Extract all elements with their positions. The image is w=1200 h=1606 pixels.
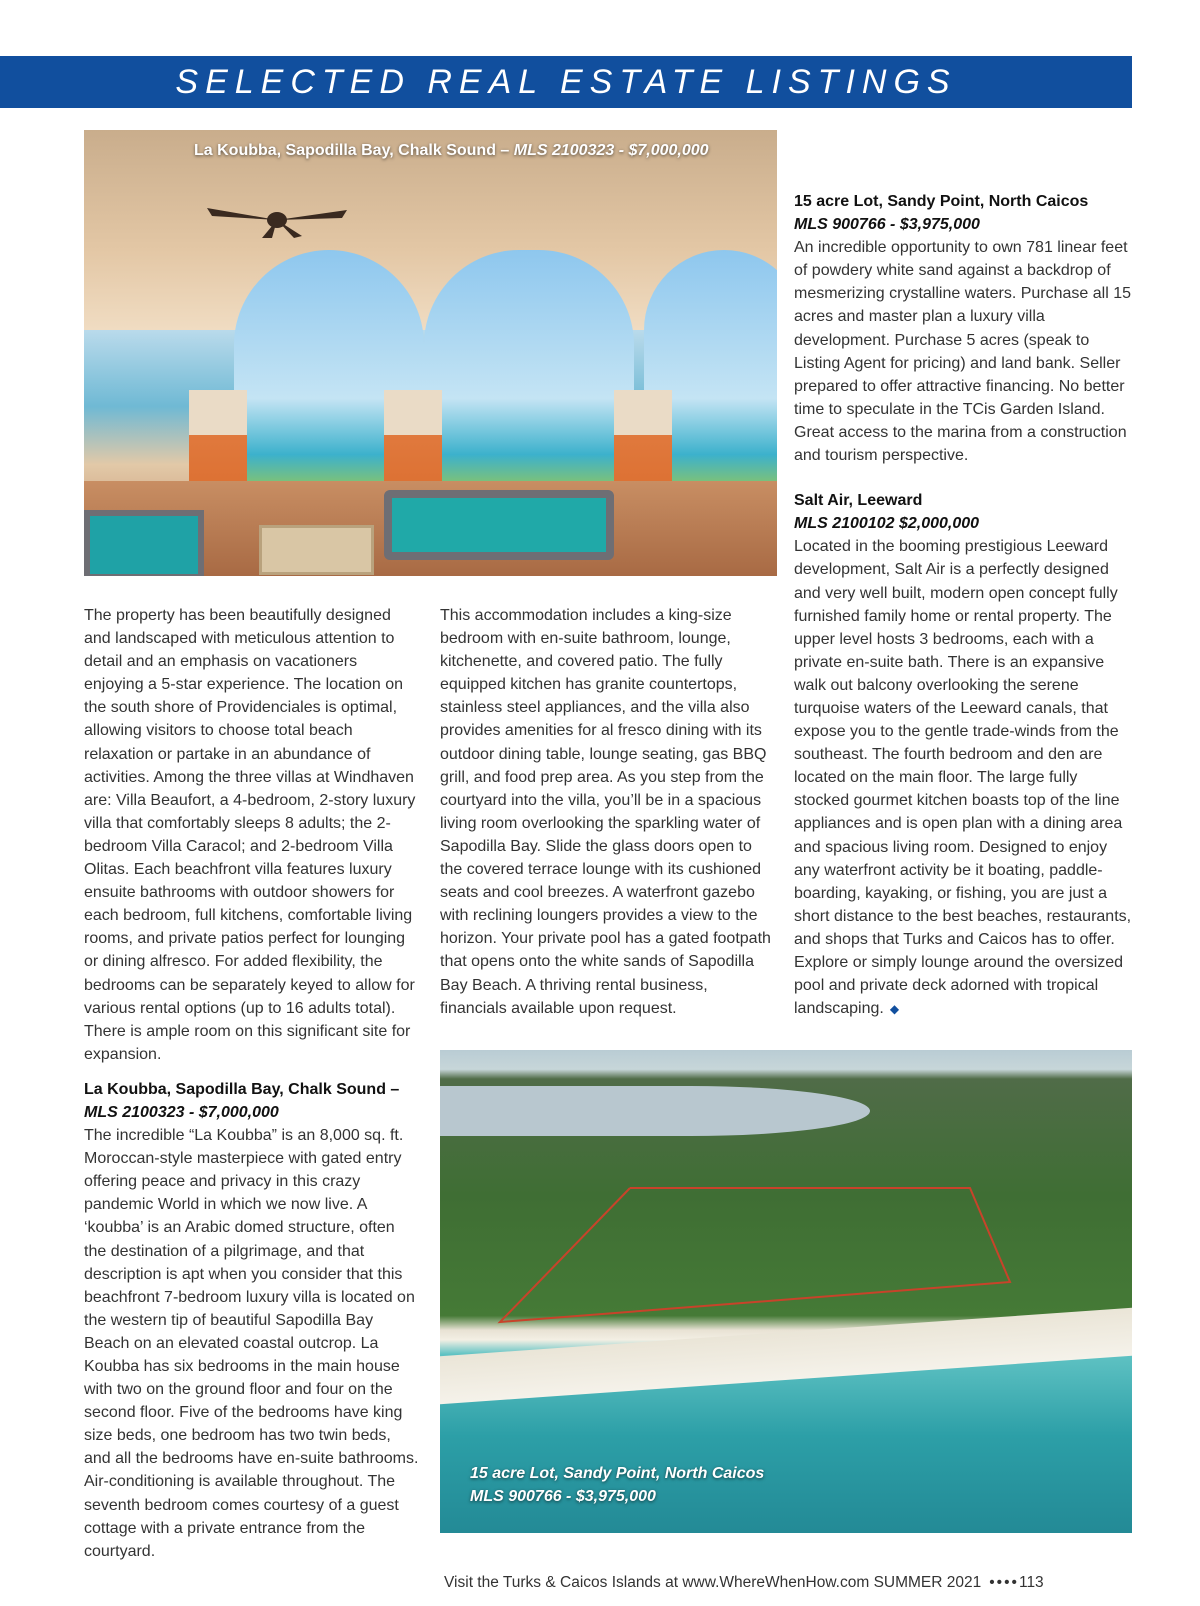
caption-title: La Koubba, Sapodilla Bay, Chalk Sound	[194, 142, 496, 159]
caption-price: MLS 900766 - $3,975,000	[470, 1488, 656, 1505]
listing-body: An incredible opportunity to own 781 linear feet of powdery white sand against a backdrop of mesmerizing crystalline waters. Purchase all 15 acres and master plan a luxury villa development. Purchase 5 acres (speak to Listing Agent for pricing) and land bank. Seller prepared to offer attractive financing. No better time to speculate in the TCis Garden Island. Great access to the marina from a construction and tourism perspective.	[794, 239, 1132, 465]
body-paragraph: This accommodation includes a king-size bedroom with en-suite bathroom, lounge, kitchenette, and covered patio. The fully equipped kitchen has granite countertops, stainless steel appliances, and the villa also provides amenities for al fresco dining with its outdoor dining table, lounge seating, gas BBQ grill, and food prep area. As you step from the courtyard into the villa, you’ll be in a spacious living room overlooking the sparkling water of Sapodilla Bay. Slide the glass doors open to the covered terrace lounge with its cushioned seats and cool breezes. A waterfront gazebo with reclining loungers provides a view to the horizon. Your private pool has a gated footpath that opens onto the white sands of Sapodilla Bay Beach. A thriving rental business, financials available upon request.	[440, 607, 771, 1017]
caption-title: 15 acre Lot, Sandy Point, North Caicos	[470, 1465, 765, 1482]
listing-price: MLS 2100102 $2,000,000	[794, 515, 980, 533]
page-footer	[444, 1574, 1044, 1592]
hero-photo-caption	[194, 142, 709, 160]
hero-photo	[84, 130, 777, 576]
caption-price: MLS 2100323 - $7,000,000	[513, 142, 709, 159]
photo-table	[259, 525, 374, 575]
footer-text: Visit the Turks & Caicos Islands at www.WhereWhenHow.com SUMMER 2021	[444, 1574, 982, 1591]
photo-sofa	[84, 510, 204, 576]
listing-heading: La Koubba, Sapodilla Bay, Chalk Sound –	[84, 1080, 400, 1098]
footer-dots: ••••	[989, 1574, 1019, 1591]
page-number: 113	[1018, 1574, 1044, 1591]
listing-body: Located in the booming prestigious Leeward development, Salt Air is a perfectly designed and very well built, modern open concept fully furnished family home or rental property. The upper level hosts 3 bedrooms, each with a private en-suite bath. There is an expansive walk out balcony overlooking the serene turquoise waters of the Leeward canals, that expose you to the gentle trade-winds from the southeast. The fourth bedroom and den are located on the main floor. The large fully stocked gourmet kitchen boasts top of the line appliances and is open plan with a dining area and spacious living room. Designed to enjoy any waterfront activity be it boating, paddle-boarding, kayaking, or fishing, you are just a short distance to the best beaches, restaurants, and shops that Turks and Caicos has to offer. Explore or simply lounge around the oversized pool and private deck adorned with tropical landscaping.	[794, 538, 1132, 1018]
listing-heading: Salt Air, Leeward	[794, 492, 923, 510]
listing-price: MLS 2100323 - $7,000,000	[84, 1103, 279, 1121]
listing-price: MLS 900766 - $3,975,000	[794, 216, 980, 234]
end-mark-icon: ◆	[889, 1002, 900, 1017]
section-banner	[0, 56, 1132, 108]
listing-heading: 15 acre Lot, Sandy Point, North Caicos	[794, 193, 1089, 210]
text-column-2	[440, 604, 775, 1020]
intro-paragraph: The property has been beautifully designed and landscaped with meticulous attention to detail and an emphasis on vacationers enjoying a 5-star experience. The location on the south shore of Providenciales is optimal, allowing visitors to choose total beach relaxation or partake in an abundance of activities. Among the three villas at Windhaven are: Villa Beaufort, a 4-bedroom, 2-story luxury villa that comfortably sleeps 8 adults; the 2-bedroom Villa Caracol; and 2-bedroom Villa Olitas. Each beachfront villa features luxury ensuite bathrooms with outdoor showers for each bedroom, full kitchens, comfortable living rooms, and private patios perfect for lounging or dining alfresco. For added flexibility, the bedrooms can be separately keyed to allow for various rental options (up to 16 adults total). There is ample room on this significant site for expansion.	[84, 607, 416, 1063]
banner-title: SELECTED REAL ESTATE LISTINGS	[175, 62, 957, 101]
caption-separator: –	[495, 142, 514, 159]
ceiling-fan-icon	[202, 200, 352, 240]
photo-sofa	[384, 490, 614, 560]
listing-body: The incredible “La Koubba” is an 8,000 sq. ft. Moroccan-style masterpiece with gated entry offering peace and privacy in this crazy pandemic World in which we now live. A ‘koubba’ is an Arabic domed structure, often the destination of a pilgrimage, and that description is apt when you consider that this beachfront 7-bedroom luxury villa is located on the western tip of beautiful Sapodilla Bay Beach on an elevated coastal outcrop. La Koubba has six bedrooms in the main house with two on the ground floor and four on the second floor. Five of the bedrooms have king size beds, one bedroom has two twin beds, and all the bedrooms have en-suite bathrooms. Air-conditioning is available throughout. The seventh bedroom comes courtesy of a guest cottage with a private entrance from the courtyard.	[84, 1127, 419, 1560]
lot-boundary-outline	[440, 1050, 1132, 1533]
text-column-3	[794, 190, 1134, 1021]
aerial-photo-caption	[470, 1462, 764, 1508]
aerial-photo	[440, 1050, 1132, 1533]
text-column-1	[84, 604, 420, 1563]
